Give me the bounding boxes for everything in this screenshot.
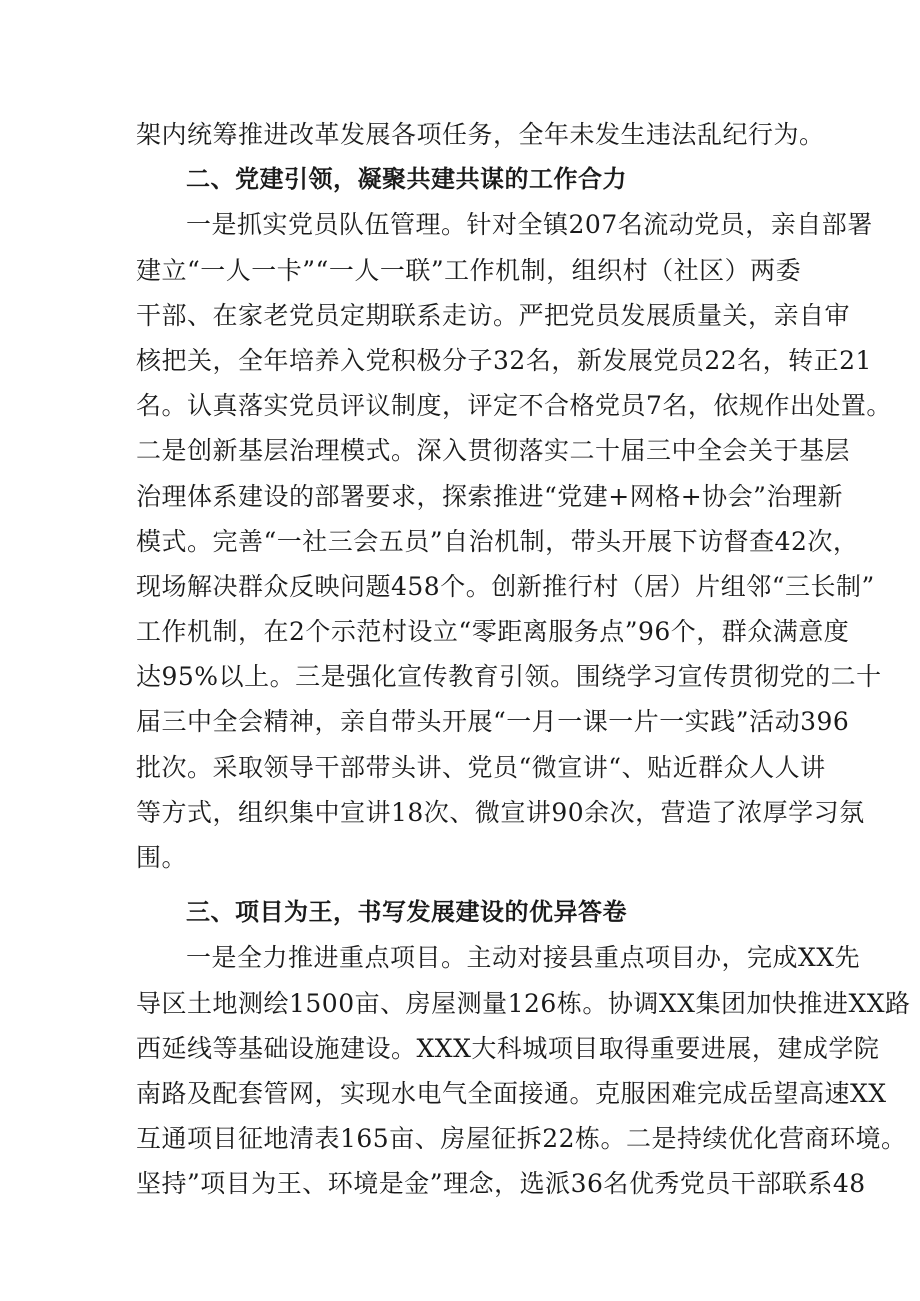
body-line: 名。认真落实党员评议制度，评定不合格党员7名，依规作出处置。 [136, 391, 892, 421]
body-line: 现场解决群众反映问题458个。创新推行村（居）片组邻“三长制” [136, 571, 875, 601]
body-line: 围。 [136, 843, 188, 872]
section-gap [136, 880, 792, 890]
body-line: 批次。采取领导干部带头讲、党员“微宣讲“、贴近群众人人讲 [136, 752, 826, 782]
body-line: 西延线等基础设施建设。XXX大科城项目取得重要进展，建成学院 [136, 1033, 880, 1063]
body-line: 模式。完善“一社三会五员”自治机制，带头开展下访督查42次， [136, 526, 859, 556]
body-line: 导区土地测绘1500亩、房屋测量126栋。协调XX集团加快推进XX路 [136, 988, 911, 1018]
body-line: 二是创新基层治理模式。深入贯彻落实二十届三中全会关于基层 [136, 436, 851, 466]
body-line: 干部、在家老党员定期联系走访。严把党员发展质量关，亲自审 [136, 300, 851, 330]
body-line: 达95%以上。三是强化宣传教育引领。围绕学习宣传贯彻党的二十 [136, 662, 882, 692]
body-line: 一是全力推进重点项目。主动对接县重点项目办，完成XX先 [186, 943, 861, 973]
body-line: 一是抓实党员队伍管理。针对全镇207名流动党员，亲自部署 [186, 210, 873, 240]
section-heading-3: 三、项目为王，书写发展建设的优异答卷 [186, 898, 627, 927]
body-line: 届三中全会精神，亲自带头开展“一月一课一片一实践”活动396 [136, 707, 850, 737]
body-line: 等方式，组织集中宣讲18次、微宣讲90余次，营造了浓厚学习氛 [136, 797, 865, 827]
body-line: 互通项目征地清表165亩、房屋征拆22栋。二是持续优化营商环境。 [136, 1124, 907, 1154]
document-page [136, 112, 911, 1207]
body-line: 核把关，全年培养入党积极分子32名，新发展党员22名，转正21 [136, 345, 872, 375]
body-line: 治理体系建设的部署要求，探索推进“党建+网格+协会”治理新 [136, 481, 843, 511]
body-line: 南路及配套管网，实现水电气全面接通。克服困难完成岳望高速XX [136, 1078, 887, 1108]
body-line: 坚持”项目为王、环境是金”理念，选派36名优秀党员干部联系48 [136, 1169, 866, 1199]
body-line: 架内统筹推进改革发展各项任务，全年未发生违法乱纪行为。 [136, 120, 825, 149]
body-line: 建立“一人一卡”“一人一联”工作机制，组织村（社区）两委 [136, 255, 802, 285]
body-line: 工作机制，在2个示范村设立“零距离服务点”96个，群众满意度 [136, 617, 850, 647]
section-heading-2: 二、党建引领，凝聚共建共谋的工作合力 [186, 165, 627, 194]
